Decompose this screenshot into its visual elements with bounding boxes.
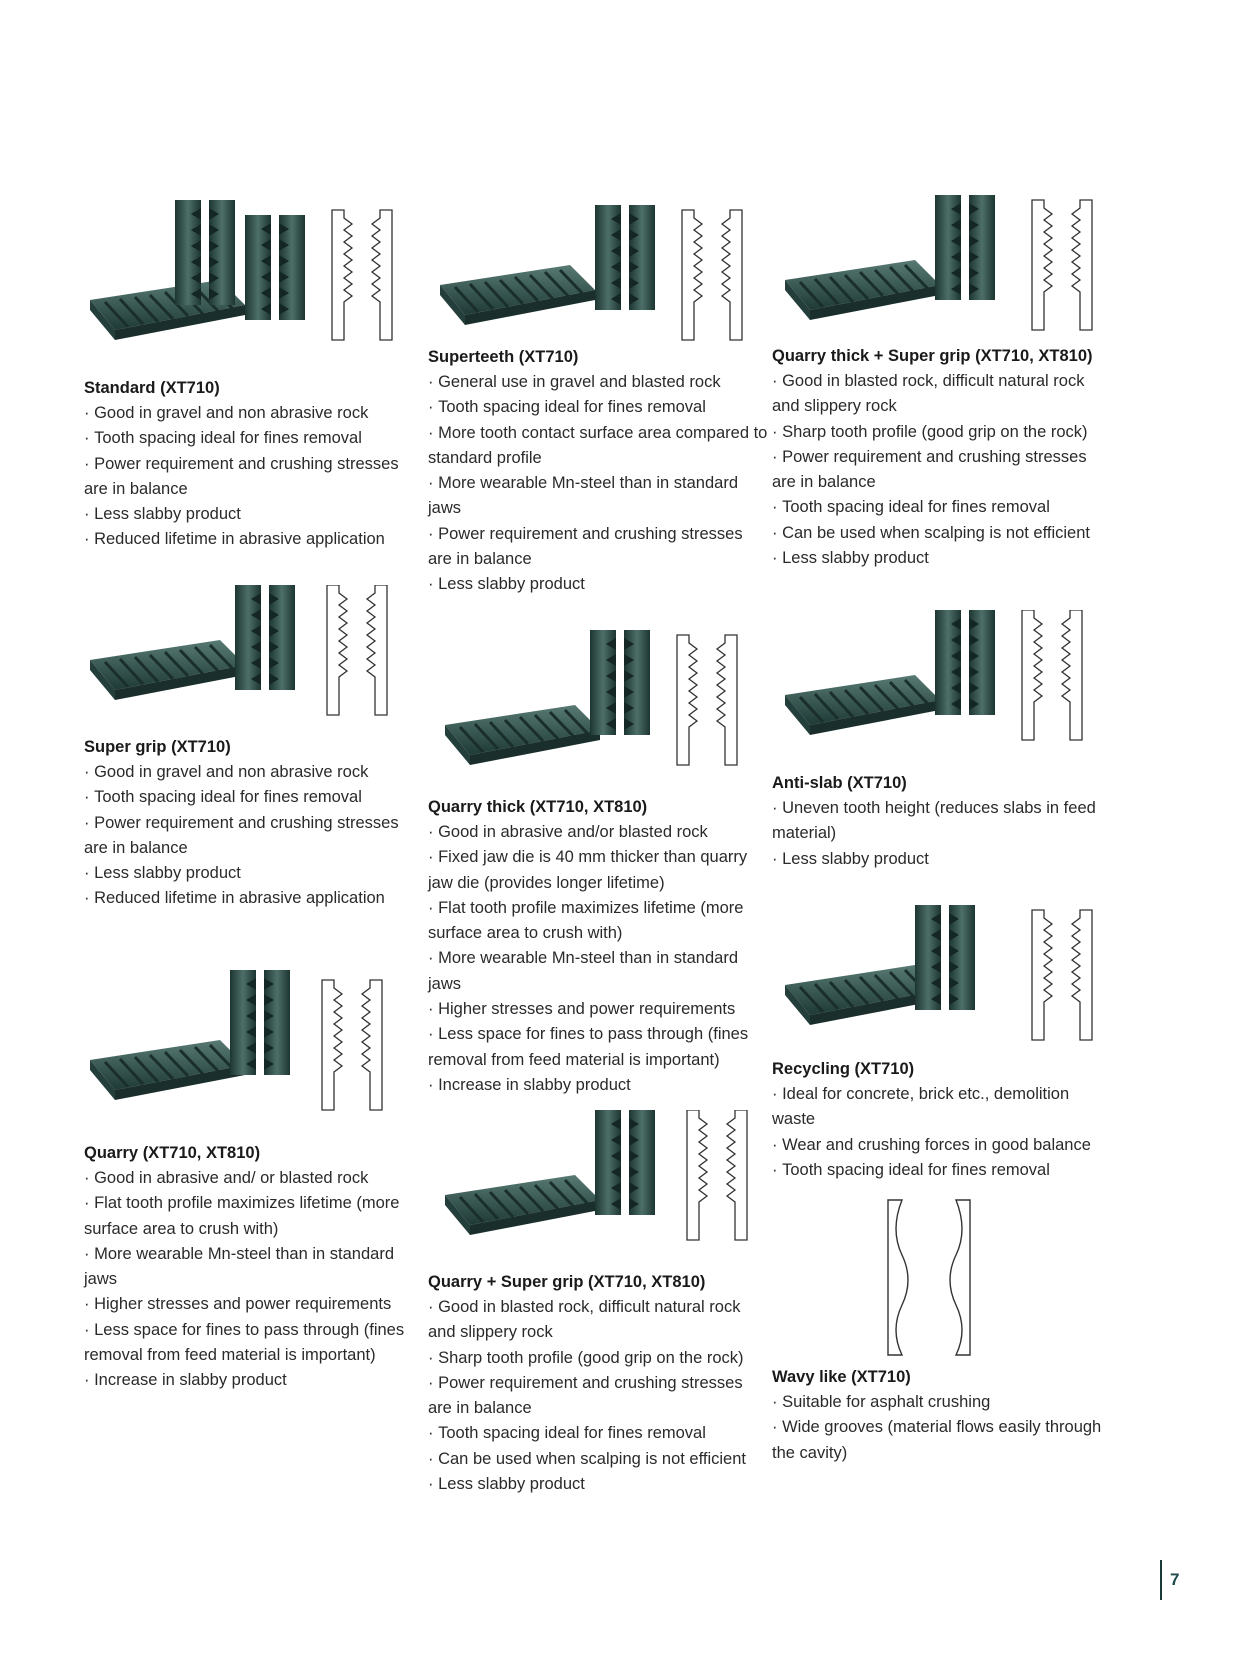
product-title: Superteeth (XT710) xyxy=(428,348,579,366)
list-item: · Less slabby product xyxy=(428,1472,768,1497)
list-item: · Power requirement and crushing stresses are in balance xyxy=(84,452,424,503)
product-title: Quarry thick (XT710, XT810) xyxy=(428,798,648,816)
product-title: Wavy like (XT710) xyxy=(772,1368,911,1386)
list-item: · Flat tooth profile maximizes lifetime (more surface area to crush with) xyxy=(84,1191,424,1242)
product-title: Anti-slab (XT710) xyxy=(772,774,907,792)
list-item: · Power requirement and crushing stresses are in balance xyxy=(772,445,1112,496)
list-item: · Flat tooth profile maximizes lifetime (more surface area to crush with) xyxy=(428,896,768,947)
quarry-thick-super-grip-jaw-illustration xyxy=(775,195,1115,345)
list-item: · Increase in slabby product xyxy=(428,1073,768,1098)
list-item: · Higher stresses and power requirements xyxy=(84,1292,424,1317)
product-title: Super grip (XT710) xyxy=(84,738,231,756)
list-item: · Higher stresses and power requirements xyxy=(428,997,768,1022)
list-item: · Wide grooves (material flows easily through the cavity) xyxy=(772,1415,1112,1466)
product-quarry-thick-super-grip xyxy=(772,344,1112,571)
list-item: · Tooth spacing ideal for fines removal xyxy=(772,495,1112,520)
quarry-jaw-illustration xyxy=(80,970,420,1120)
product-title: Quarry (XT710, XT810) xyxy=(84,1144,261,1162)
list-item: · Good in abrasive and/ or blasted rock xyxy=(84,1166,424,1191)
list-item: · Sharp tooth profile (good grip on the rock) xyxy=(428,1346,768,1371)
quarry-super-grip-jaw-illustration xyxy=(435,1110,775,1260)
list-item: · More wearable Mn-steel than in standard jaws xyxy=(428,946,768,997)
list-item: · Can be used when scalping is not efficient xyxy=(772,521,1112,546)
list-item: · Reduced lifetime in abrasive application xyxy=(84,886,424,911)
list-item: · More wearable Mn-steel than in standard jaws xyxy=(84,1242,424,1293)
list-item: · More tooth contact surface area compared to standard profile xyxy=(428,421,768,472)
list-item: · Less space for fines to pass through (fines removal from feed material is important) xyxy=(84,1318,424,1369)
list-item: · Power requirement and crushing stresses are in balance xyxy=(428,522,768,573)
product-standard xyxy=(84,376,424,553)
product-title: Quarry thick + Super grip (XT710, XT810) xyxy=(772,347,1093,365)
list-item: · Reduced lifetime in abrasive application xyxy=(84,527,424,552)
list-item: · Tooth spacing ideal for fines removal xyxy=(84,426,424,451)
list-item: · Good in gravel and non abrasive rock xyxy=(84,401,424,426)
list-item: · Tooth spacing ideal for fines removal xyxy=(84,785,424,810)
list-item: · Suitable for asphalt crushing xyxy=(772,1390,1112,1415)
list-item: · Good in abrasive and/or blasted rock xyxy=(428,820,768,845)
list-item: · Uneven tooth height (reduces slabs in feed material) xyxy=(772,796,1112,847)
quarry-thick-jaw-illustration xyxy=(435,630,775,780)
superteeth-jaw-illustration xyxy=(430,205,770,345)
list-item: · Tooth spacing ideal for fines removal xyxy=(428,395,768,420)
list-item: · Less slabby product xyxy=(84,861,424,886)
product-title: Standard (XT710) xyxy=(84,379,220,397)
product-quarry-super-grip xyxy=(428,1270,768,1497)
list-item: · Less slabby product xyxy=(428,572,768,597)
list-item: · Less slabby product xyxy=(772,546,1112,571)
list-item: · Wear and crushing forces in good balance xyxy=(772,1133,1112,1158)
product-super-grip xyxy=(84,735,424,912)
product-quarry-thick xyxy=(428,795,768,1098)
list-item: · Increase in slabby product xyxy=(84,1368,424,1393)
product-recycling xyxy=(772,1057,1112,1183)
list-item: · Sharp tooth profile (good grip on the rock) xyxy=(772,420,1112,445)
list-item: · Power requirement and crushing stresses are in balance xyxy=(84,811,424,862)
anti-slab-jaw-illustration xyxy=(775,610,1115,760)
standard-jaw-illustration xyxy=(80,200,420,360)
list-item: · Less space for fines to pass through (fines removal from feed material is important) xyxy=(428,1022,768,1073)
list-item: · Less slabby product xyxy=(84,502,424,527)
list-item: · Power requirement and crushing stresses are in balance xyxy=(428,1371,768,1422)
product-wavy-like xyxy=(772,1365,1112,1466)
list-item: · Good in gravel and non abrasive rock xyxy=(84,760,424,785)
product-superteeth xyxy=(428,345,768,598)
list-item: · Tooth spacing ideal for fines removal xyxy=(772,1158,1112,1183)
list-item: · More wearable Mn-steel than in standard jaws xyxy=(428,471,768,522)
list-item: · Less slabby product xyxy=(772,847,1112,872)
product-title: Recycling (XT710) xyxy=(772,1060,915,1078)
product-quarry xyxy=(84,1141,424,1394)
product-title: Quarry + Super grip (XT710, XT810) xyxy=(428,1273,706,1291)
product-anti-slab xyxy=(772,771,1112,872)
recycling-jaw-illustration xyxy=(775,905,1115,1045)
wavy-like-profile-illustration xyxy=(880,1195,990,1365)
super-grip-jaw-illustration xyxy=(80,585,420,725)
list-item: · Good in blasted rock, difficult natural rock and slippery rock xyxy=(772,369,1112,420)
list-item: · Ideal for concrete, brick etc., demolition waste xyxy=(772,1082,1112,1133)
list-item: · Fixed jaw die is 40 mm thicker than quarry jaw die (provides longer lifetime) xyxy=(428,845,768,896)
page-number: 7 xyxy=(1160,1560,1179,1600)
list-item: · Tooth spacing ideal for fines removal xyxy=(428,1421,768,1446)
list-item: · Good in blasted rock, difficult natural rock and slippery rock xyxy=(428,1295,768,1346)
list-item: · Can be used when scalping is not efficient xyxy=(428,1447,768,1472)
list-item: · General use in gravel and blasted rock xyxy=(428,370,768,395)
